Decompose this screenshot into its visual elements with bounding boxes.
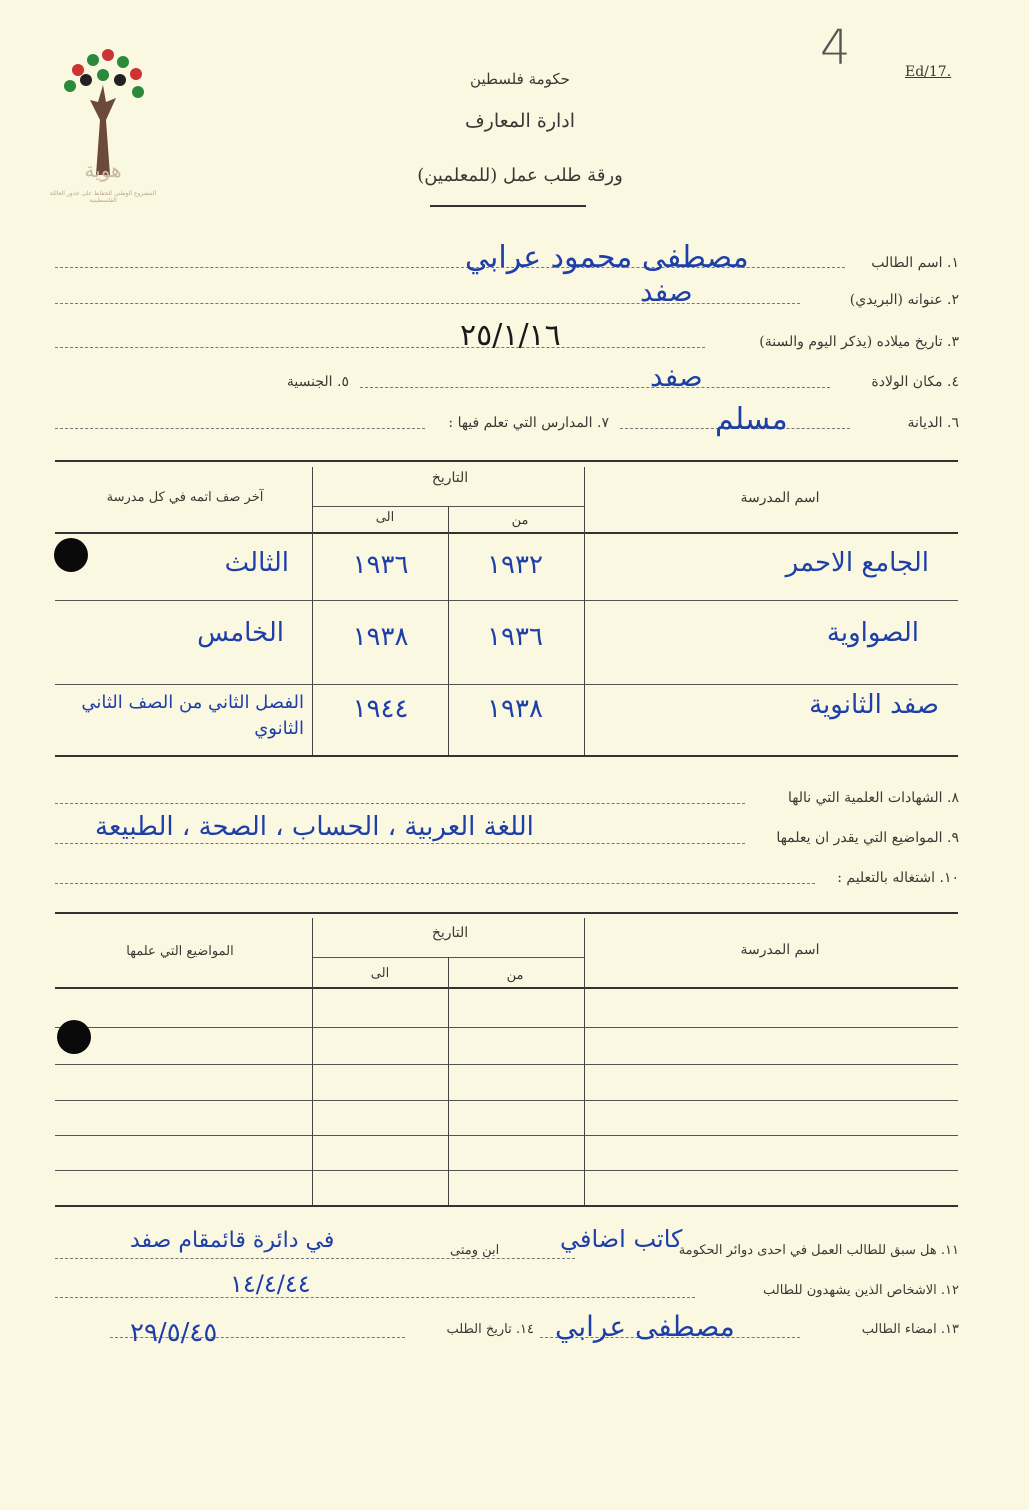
school-name: الجامع الاحمر bbox=[785, 548, 929, 578]
table1-header-last: آخر صف اتمه في كل مدرسة bbox=[106, 490, 264, 505]
field-7-line bbox=[55, 428, 425, 429]
table2-header-from: من bbox=[506, 968, 524, 983]
field-8-line bbox=[55, 803, 745, 804]
last-grade: الثالث bbox=[224, 548, 289, 578]
field-3-line bbox=[55, 347, 705, 348]
table1-top-border bbox=[55, 460, 958, 462]
field-4-line bbox=[360, 387, 830, 388]
field-14-label: ١٤. تاريخ الطلب bbox=[446, 1322, 534, 1337]
logo-name: هوية bbox=[84, 158, 122, 182]
field-11-mid: ابن ومتى bbox=[450, 1243, 500, 1258]
field-13-value: مصطفى عرابي bbox=[555, 1310, 735, 1343]
field-4-label: ٤. مكان الولادة bbox=[871, 374, 959, 390]
page-number: 4 bbox=[820, 20, 851, 76]
field-12-label: ١٢. الاشخاص الذين يشهدون للطالب bbox=[762, 1283, 959, 1298]
field-3-value: ٢٥/١/١٦ bbox=[460, 318, 561, 353]
table2-row-line-2 bbox=[55, 1064, 958, 1065]
field-2-value: صفد bbox=[640, 275, 693, 308]
government-title: حكومة فلسطين bbox=[470, 70, 570, 88]
field-11-value2: في دائرة قائمقام صفد bbox=[130, 1228, 335, 1253]
table1-header-date: التاريخ bbox=[431, 470, 469, 486]
from-year: ١٩٣٢ bbox=[487, 550, 543, 580]
school-name: صفد الثانوية bbox=[809, 690, 939, 720]
table1-bottom-border bbox=[55, 755, 958, 757]
field-9-value: اللغة العربية ، الحساب ، الصحة ، الطبيعة bbox=[95, 812, 534, 842]
table1-header-border bbox=[55, 532, 958, 534]
form-title: ورقة طلب عمل (للمعلمين) bbox=[417, 165, 623, 186]
table2-col-line-2 bbox=[448, 957, 449, 1205]
to-year: ١٩٤٤ bbox=[352, 694, 409, 724]
logo-caption: المشروع الوطني للحفاظ على جذور العائلة الفلسطينية bbox=[49, 190, 157, 204]
table2-row-line-5 bbox=[55, 1170, 958, 1171]
table2-row-line-3 bbox=[55, 1100, 958, 1101]
table2-col-line-1 bbox=[312, 918, 313, 1205]
field-7-label: ٧. المدارس التي تعلم فيها : bbox=[448, 415, 609, 431]
table1-header-school: اسم المدرسة bbox=[740, 490, 820, 506]
school-name: الصواوية bbox=[826, 618, 919, 648]
table1-col-line-2 bbox=[448, 506, 449, 755]
department-title: ادارة المعارف bbox=[464, 110, 576, 132]
field-10-line bbox=[55, 883, 815, 884]
table2-header-date: التاريخ bbox=[431, 925, 469, 941]
from-year: ١٩٣٦ bbox=[487, 622, 543, 652]
field-12-line bbox=[55, 1297, 695, 1298]
table2-row-line-4 bbox=[55, 1135, 958, 1136]
from-year: ١٩٣٨ bbox=[487, 694, 543, 724]
table2-row-line-1 bbox=[55, 1027, 958, 1028]
field-11-value: كاتب اضافي bbox=[560, 1225, 683, 1253]
table1-header-to: الى bbox=[375, 510, 395, 525]
field-12-value: ١٤/٤/٤٤ bbox=[230, 1270, 311, 1298]
field-11-label: ١١. هل سبق للطالب العمل في احدى دوائر الحكومة bbox=[678, 1243, 959, 1258]
table2-top-border bbox=[55, 912, 958, 914]
to-year: ١٩٣٨ bbox=[352, 622, 409, 652]
to-year: ١٩٣٦ bbox=[352, 550, 409, 580]
field-11-line bbox=[55, 1258, 575, 1259]
field-4-value: صفد bbox=[650, 360, 703, 393]
punch-hole bbox=[57, 1020, 91, 1054]
field-10-label: ١٠. اشتغاله بالتعليم : bbox=[837, 870, 959, 886]
form-code: Ed/17. bbox=[905, 64, 952, 80]
last-grade: الخامس bbox=[197, 618, 284, 648]
table2-bottom-border bbox=[55, 1205, 958, 1207]
punch-hole bbox=[54, 538, 88, 572]
title-underline bbox=[430, 205, 586, 207]
field-13-label: ١٣. امضاء الطالب bbox=[861, 1322, 959, 1337]
table1-row-line-1 bbox=[55, 600, 958, 601]
field-9-line bbox=[55, 843, 745, 844]
table2-col-line-3 bbox=[584, 918, 585, 1205]
field-9-label: ٩. المواضيع التي يقدر ان يعلمها bbox=[776, 830, 959, 846]
table1-row-line-2 bbox=[55, 684, 958, 685]
field-8-label: ٨. الشهادات العلمية التي نالها bbox=[787, 790, 959, 806]
field-1-value: مصطفى محمود عرابي bbox=[465, 240, 749, 275]
field-3-label: ٣. تاريخ ميلاده (يذكر اليوم والسنة) bbox=[759, 334, 959, 350]
field-6-value: مسلم bbox=[715, 402, 788, 437]
table2-header-border bbox=[55, 987, 958, 989]
table2-header-subjects: المواضيع التي علمها bbox=[126, 944, 234, 959]
table1-header-from: من bbox=[511, 513, 529, 528]
table1-col-line-1 bbox=[312, 467, 313, 755]
field-6-label: ٦. الديانة bbox=[907, 415, 959, 431]
field-2-label: ٢. عنوانه (البريدي) bbox=[849, 292, 959, 308]
table1-col-line-3 bbox=[584, 467, 585, 755]
field-5-label: ٥. الجنسية bbox=[286, 374, 349, 390]
field-14-value: ٢٩/٥/٤٥ bbox=[130, 1318, 218, 1348]
last-grade: الفصل الثاني من الصف الثاني الثانوي bbox=[81, 692, 304, 739]
table2-header-to: الى bbox=[370, 966, 390, 981]
field-1-label: ١. اسم الطالب bbox=[871, 255, 959, 271]
table2-header-school: اسم المدرسة bbox=[740, 942, 820, 958]
hawiya-logo bbox=[48, 40, 158, 220]
